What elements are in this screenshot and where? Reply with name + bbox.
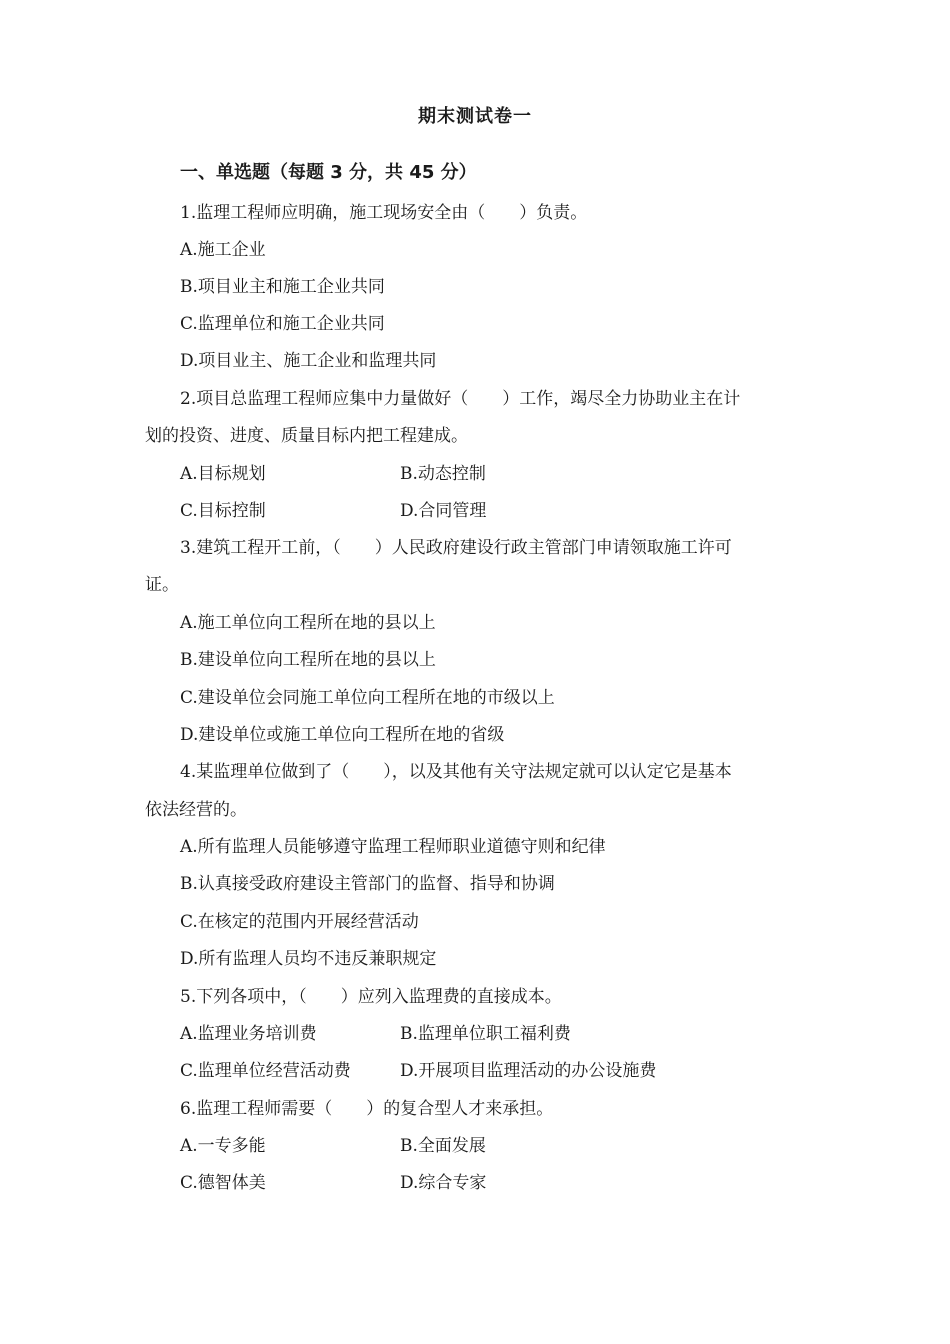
question-6-option-c: C.德智体美 (180, 1173, 266, 1193)
question-2-option-b: B.动态控制 (400, 464, 486, 484)
question-1-option-c: C.监理单位和施工企业共同 (180, 314, 385, 334)
question-5-option-b: B.监理单位职工福利费 (400, 1024, 571, 1044)
question-2-stem-line2: 划的投资、进度、质量目标内把工程建成。 (145, 426, 468, 446)
question-1-stem: 1.监理工程师应明确，施工现场安全由（ ）负责。 (180, 203, 588, 223)
question-4-option-d: D.所有监理人员均不违反兼职规定 (180, 949, 437, 969)
question-5-option-d: D.开展项目监理活动的办公设施费 (400, 1061, 657, 1081)
question-3-option-a: A.施工单位向工程所在地的县以上 (180, 613, 436, 633)
question-6-stem: 6.监理工程师需要（ ）的复合型人才来承担。 (180, 1099, 554, 1119)
question-3-option-d: D.建设单位或施工单位向工程所在地的省级 (180, 725, 505, 745)
question-2-option-a: A.目标规划 (180, 464, 266, 484)
question-1-option-b: B.项目业主和施工企业共同 (180, 277, 385, 297)
question-2-option-c: C.目标控制 (180, 501, 266, 521)
question-5-stem: 5.下列各项中，（ ）应列入监理费的直接成本。 (180, 987, 562, 1007)
question-2-option-d: D.合同管理 (400, 501, 487, 521)
section-heading: 一、单选题（每题 3 分，共 45 分） (180, 162, 477, 183)
question-3-option-b: B.建设单位向工程所在地的县以上 (180, 650, 436, 670)
question-5-option-c: C.监理单位经营活动费 (180, 1061, 351, 1081)
question-1-option-a: A.施工企业 (180, 240, 266, 260)
question-4-option-a: A.所有监理人员能够遵守监理工程师职业道德守则和纪律 (180, 837, 606, 857)
question-6-option-b: B.全面发展 (400, 1136, 486, 1156)
question-6-option-d: D.综合专家 (400, 1173, 487, 1193)
question-1-option-d: D.项目业主、施工企业和监理共同 (180, 351, 437, 371)
question-2-stem-line1: 2.项目总监理工程师应集中力量做好（ ）工作，竭尽全力协助业主在计 (180, 389, 741, 409)
page-title: 期末测试卷一 (418, 106, 532, 127)
question-4-option-b: B.认真接受政府建设主管部门的监督、指导和协调 (180, 874, 555, 894)
question-6-option-a: A.一专多能 (180, 1136, 266, 1156)
question-4-stem-line2: 依法经营的。 (145, 800, 247, 820)
question-5-option-a: A.监理业务培训费 (180, 1024, 317, 1044)
question-3-option-c: C.建设单位会同施工单位向工程所在地的市级以上 (180, 688, 555, 708)
question-3-stem-line1: 3.建筑工程开工前，（ ）人民政府建设行政主管部门申请领取施工许可 (180, 538, 732, 558)
question-3-stem-line2: 证。 (145, 575, 179, 595)
question-4-option-c: C.在核定的范围内开展经营活动 (180, 912, 419, 932)
question-4-stem-line1: 4.某监理单位做到了（ ），以及其他有关守法规定就可以认定它是基本 (180, 762, 732, 782)
